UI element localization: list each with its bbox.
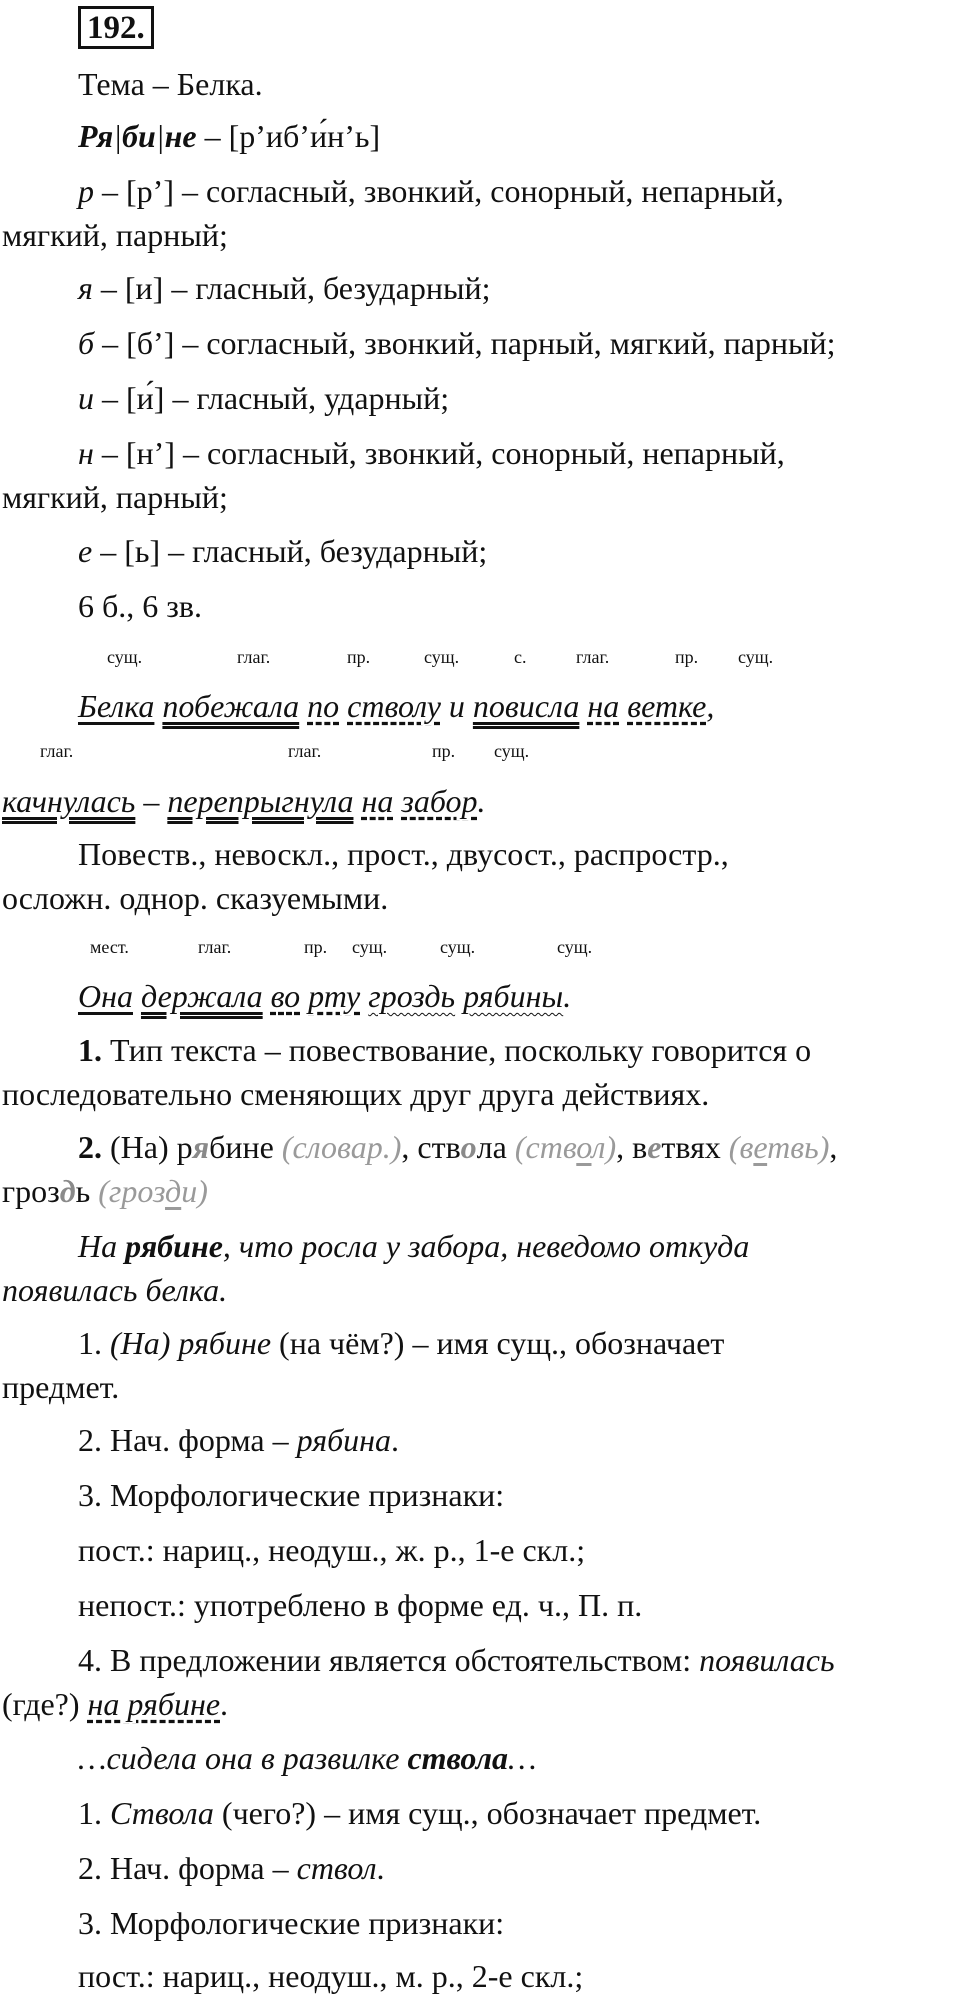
morph2-item2: [78, 1852, 385, 1884]
morph1-constant-features: пост.: нариц., неодуш., ж. р., 1-е скл.;: [78, 1532, 586, 1568]
pos-tag: сущ.: [440, 937, 476, 957]
sentence1-characteristics-cont: осложн. однор. сказуемыми.: [2, 880, 389, 916]
item-text: (на чём?) – имя сущ., обозначает: [271, 1325, 725, 1361]
hint-stressed: е: [753, 1129, 768, 1165]
check-hint: (словар.): [281, 1129, 402, 1165]
transcription: – [р’иб’и́н’ь]: [196, 118, 381, 154]
check-hint: [515, 1129, 616, 1165]
word-part: бине: [209, 1129, 282, 1165]
answer-2: [78, 1131, 837, 1163]
punctuation: .: [391, 1422, 400, 1458]
sentence3-line2: появилась белка.: [2, 1272, 228, 1308]
answer-1-cont: последовательно сменяющих друг друга действиях.: [2, 1076, 710, 1112]
word-part: (На) р: [102, 1129, 193, 1165]
hint-part: и): [181, 1173, 208, 1209]
pos-tag: сущ.: [107, 647, 143, 667]
item-text: 4. В предложении является обстоятельством:: [78, 1642, 700, 1678]
circumstance-word: на рябине: [87, 1686, 221, 1722]
sentence3-line1: [78, 1230, 749, 1262]
letter: н: [78, 435, 94, 471]
task-number: 192.: [78, 6, 154, 49]
sound-description: – [и́] – гласный, ударный;: [94, 380, 450, 416]
circumstance-word: рту: [308, 978, 361, 1014]
item-number: 2.: [78, 1129, 102, 1165]
morph1-item4: [78, 1644, 835, 1676]
initial-form: рябина: [296, 1422, 392, 1458]
word-part: , ств: [401, 1129, 461, 1165]
pos-tag: сущ.: [738, 647, 774, 667]
pos-tag: пр.: [304, 937, 328, 957]
sound-description: – [б’] – согласный, звонкий, парный, мягкий, парный;: [94, 325, 836, 361]
syllable-1: Ря: [78, 118, 114, 154]
predicate-word: повисла: [472, 688, 580, 724]
morph1-item4-cont: [2, 1688, 228, 1720]
punctuation: ,: [706, 688, 715, 724]
circumstance-preposition: на: [361, 783, 394, 819]
answer-2-cont: [2, 1175, 208, 1207]
letter: и: [78, 380, 94, 416]
pos-tag: пр.: [675, 647, 699, 667]
syllable-divider: |: [113, 118, 123, 154]
word-part: , в: [616, 1129, 648, 1165]
phonetic-n: [78, 437, 785, 469]
hint-part: (в: [728, 1129, 754, 1165]
predicate-word: появилась: [699, 1642, 835, 1678]
phonetic-ya: [78, 272, 490, 304]
morph1-item1-cont: предмет.: [2, 1369, 120, 1405]
sentence4-line: [78, 1742, 537, 1774]
circumstance-word: забор: [401, 783, 478, 819]
answer-text: Тип текста – повествование, поскольку говорится о: [102, 1032, 812, 1068]
punctuation: .: [220, 1686, 229, 1722]
morph1-item1: [78, 1327, 724, 1359]
sentence-part: , что росла у забора, неведомо откуда: [222, 1228, 750, 1264]
pos-tag: с.: [514, 647, 527, 667]
phonetic-b: [78, 327, 836, 359]
initial-form: ствол: [296, 1850, 377, 1886]
phonetic-e: [78, 535, 487, 567]
hint-part: (ств: [514, 1129, 577, 1165]
check-hint: [98, 1173, 208, 1209]
sound-description: – [и] – гласный, безударный;: [92, 270, 491, 306]
morph2-item3: 3. Морфологические признаки:: [78, 1905, 505, 1941]
morph1-variable-features: непост.: употреблено в форме ед. ч., П. п.: [78, 1587, 643, 1623]
word-syllables-line: [78, 120, 380, 152]
sound-description: – [н’] – согласный, звонкий, сонорный, непарный,: [93, 435, 785, 471]
analyzed-word: Ствола: [110, 1795, 214, 1831]
item-text: (где?): [2, 1686, 88, 1722]
letter: р: [78, 173, 94, 209]
circumstance-preposition: на: [587, 688, 620, 724]
phonetic-i: [78, 382, 449, 414]
syllable-2: би: [122, 118, 156, 154]
item-number: 1.: [78, 1795, 110, 1831]
item-text: 2. Нач. форма –: [78, 1850, 297, 1886]
object-word: гроздь: [368, 978, 456, 1014]
hint-part: тв: [767, 1129, 805, 1165]
check-hint: [729, 1129, 830, 1165]
syllable-3: не: [164, 118, 197, 154]
sentence1-characteristics: Повеств., невоскл., прост., двусост., распростр.,: [78, 836, 729, 872]
item-text: (чего?) – имя сущ., обозначает предмет.: [213, 1795, 762, 1831]
predicate-word: качнулась: [2, 783, 136, 819]
punctuation: .: [563, 978, 572, 1014]
circumstance-word: стволу: [347, 688, 441, 724]
phonetic-r-cont: мягкий, парный;: [2, 217, 228, 253]
letter: е: [78, 533, 93, 569]
orthogram-letter: о: [460, 1129, 477, 1165]
theme-line: Тема – Белка.: [78, 66, 263, 102]
ellipsis: …: [508, 1740, 537, 1776]
pos-tag: сущ.: [424, 647, 460, 667]
pos-tag: сущ.: [352, 937, 388, 957]
sentence1-line2: [2, 785, 486, 817]
punctuation: .: [376, 1850, 385, 1886]
pos-tag: мест.: [90, 937, 129, 957]
pos-tag: пр.: [347, 647, 371, 667]
subject-word: Она: [78, 978, 133, 1014]
word-part: ь: [75, 1173, 99, 1209]
punctuation: ,: [829, 1129, 838, 1165]
letter: б: [78, 325, 95, 361]
morph1-item3: 3. Морфологические признаки:: [78, 1477, 505, 1513]
pos-tag: сущ.: [494, 741, 530, 761]
hint-part: (гроз: [98, 1173, 166, 1209]
item-number: 1.: [78, 1325, 110, 1361]
sound-description: – [р’] – согласный, звонкий, сонорный, непарный,: [94, 173, 784, 209]
pos-tag: глаг.: [576, 647, 610, 667]
attribute-word: рябины: [463, 978, 564, 1014]
circumstance-preposition: во: [270, 978, 301, 1014]
morph2-constant-features: пост.: нариц., неодуш., м. р., 2-е скл.;: [78, 1958, 584, 1994]
conjunction: и: [440, 688, 473, 724]
pos-tag: сущ.: [557, 937, 593, 957]
phonetic-r: [78, 175, 784, 207]
sentence-part: На: [78, 1228, 126, 1264]
analyzed-word: (На) рябине: [110, 1325, 272, 1361]
hint-part: л): [591, 1129, 617, 1165]
subject-word: Белка: [78, 688, 155, 724]
orthogram-letter: я: [192, 1129, 210, 1165]
pos-tag: глаг.: [40, 741, 74, 761]
pos-tag: пр.: [432, 741, 456, 761]
letter: я: [78, 270, 93, 306]
pos-tag: глаг.: [237, 647, 271, 667]
morph2-item1: [78, 1797, 761, 1829]
analyzed-word: рябине: [125, 1228, 223, 1264]
syllable-divider: |: [155, 118, 165, 154]
hint-stressed: д: [165, 1173, 182, 1209]
orthogram-letter: е: [647, 1129, 662, 1165]
pos-tag: глаг.: [198, 937, 232, 957]
sentence1-line1: [78, 690, 714, 722]
item-text: 2. Нач. форма –: [78, 1422, 297, 1458]
predicate-word: держала: [140, 978, 263, 1014]
dash: –: [135, 783, 168, 819]
hint-stressed: о: [576, 1129, 592, 1165]
morph1-item2: [78, 1424, 399, 1456]
phonetic-n-cont: мягкий, парный;: [2, 479, 228, 515]
hint-part: ь): [804, 1129, 830, 1165]
predicate-word: побежала: [162, 688, 300, 724]
analyzed-word: ствола: [407, 1740, 509, 1776]
pos-tag: глаг.: [288, 741, 322, 761]
sentence-part: …сидела она в развилке: [78, 1740, 408, 1776]
sound-description: – [ь] – гласный, безударный;: [92, 533, 488, 569]
circumstance-preposition: по: [307, 688, 340, 724]
circumstance-word: ветке: [627, 688, 707, 724]
orthogram-letter: д: [59, 1173, 76, 1209]
phonetic-totals: 6 б., 6 зв.: [78, 588, 203, 624]
predicate-word: перепрыгнула: [167, 783, 354, 819]
answer-1: [78, 1034, 811, 1066]
punctuation: .: [477, 783, 486, 819]
word-part: ла: [476, 1129, 515, 1165]
item-number: 1.: [78, 1032, 102, 1068]
word-part: гроз: [2, 1173, 60, 1209]
word-part: твях: [661, 1129, 729, 1165]
sentence2-line: [78, 980, 571, 1012]
